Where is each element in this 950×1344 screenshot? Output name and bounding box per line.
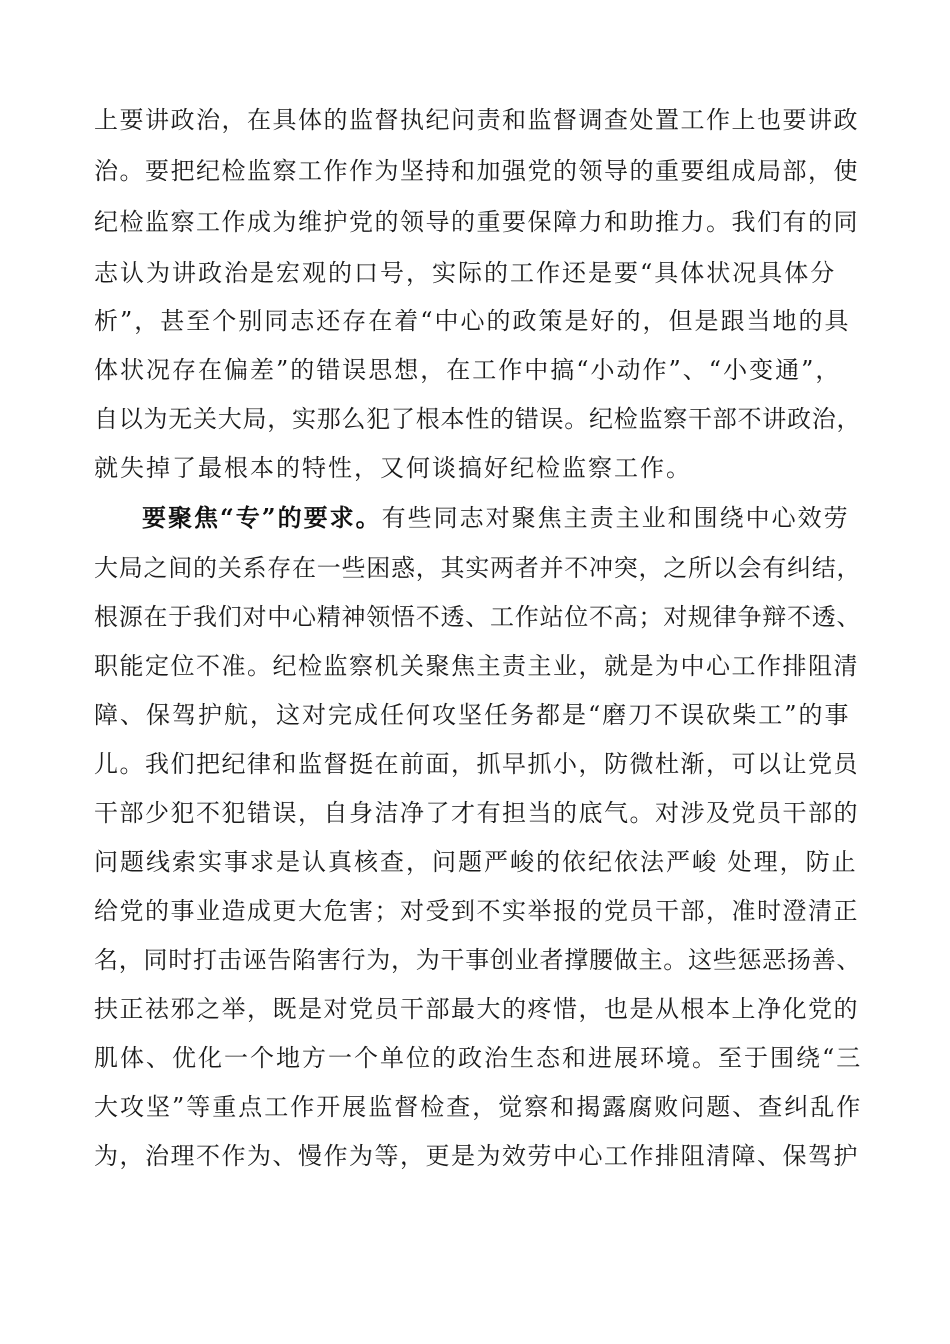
para1-line: 体状况存在偏差”的错误思想，在工作中搞“小动作”、“小变通”， xyxy=(94,356,842,384)
para2-line: 为，治理不作为、慢作为等，更是为效劳中心工作排阻清障、保驾护 xyxy=(94,1142,859,1170)
para2-line: 肌体、优化一个地方一个单位的政治生态和进展环境。至于围绕“三 xyxy=(94,1044,863,1072)
para2-line: 名，同时打击诬告陷害行为，为干事创业者撑腰做主。这些惩恶扬善、 xyxy=(94,946,862,974)
para1-line: 上要讲政治，在具体的监督执纪问责和监督调查处置工作上也要讲政 xyxy=(94,106,859,134)
para2-line: 儿。我们把纪律和监督挺在前面，抓早抓小，防微杜渐，可以让党员 xyxy=(94,750,859,778)
para1-line: 治。要把纪检监察工作作为坚持和加强党的领导的重要组成局部，使 xyxy=(94,157,859,185)
para2-line: 干部少犯不犯错误，自身洁净了才有担当的底气。对涉及党员干部的 xyxy=(94,799,859,827)
para2-first-line xyxy=(142,498,850,538)
para2-lead-heading: 要聚焦“专”的要求。 xyxy=(142,503,382,532)
para2-line: 职能定位不准。纪检监察机关聚焦主责主业，就是为中心工作排阻清 xyxy=(94,652,859,680)
para2-line: 问题线索实事求是认真核查，问题严峻的依纪依法严峻 处理，防止 xyxy=(94,848,858,876)
para1-line: 析”，甚至个别同志还存在着“中心的政策是好的，但是跟当地的具 xyxy=(94,307,851,335)
para1-line: 纪检监察工作成为维护党的领导的重要保障力和助推力。我们有的同 xyxy=(94,208,859,236)
para2-line: 根源在于我们对中心精神领悟不透、工作站位不高；对规律争辩不透、 xyxy=(94,603,862,631)
para2-line: 障、保驾护航，这对完成任何攻坚任务都是“磨刀不误砍柴工”的事 xyxy=(94,701,851,729)
para2-line: 大局之间的关系存在一些困惑，其实两者并不冲突，之所以会有纠结， xyxy=(94,554,862,582)
para2-line: 扶正祛邪之举，既是对党员干部最大的疼惜，也是从根本上净化党的 xyxy=(94,995,859,1023)
para2-line: 大攻坚”等重点工作开展监督检查，觉察和揭露腐败问题、查纠乱作 xyxy=(94,1093,863,1121)
para1-line: 就失掉了最根本的特性，又何谈搞好纪检监察工作。 xyxy=(94,454,692,482)
para1-line: 自以为无关大局，实那么犯了根本性的错误。纪检监察干部不讲政治， xyxy=(94,405,862,433)
para2-line: 给党的事业造成更大危害；对受到不实举报的党员干部，准时澄清正 xyxy=(94,897,859,925)
para1-line: 志认为讲政治是宏观的口号，实际的工作还是要“具体状况具体分 xyxy=(94,259,837,287)
para2-first-rest: 有些同志对聚焦主责主业和围绕中心效劳 xyxy=(381,504,850,532)
